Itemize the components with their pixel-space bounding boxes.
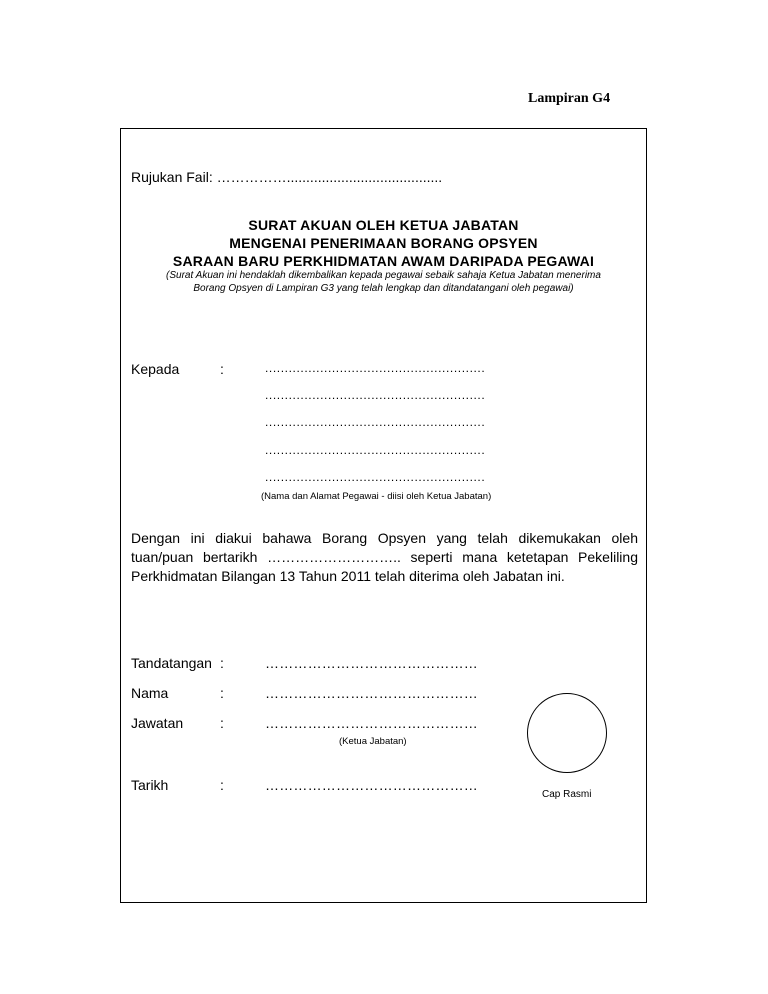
- address-line-3: ........................................................: [265, 415, 486, 429]
- form-note-line-1: (Surat Akuan ini hendaklah dikembalikan kepada pegawai sebaik sahaja Ketua Jabatan menerima: [166, 270, 601, 281]
- form-title-line-1: SURAT AKUAN OLEH KETUA JABATAN: [248, 217, 519, 233]
- lampiran-label: Lampiran G4: [528, 91, 611, 106]
- paragraph-line-2: tuan/puan bertarikh ……………………….. seperti mana ketetapan Pekeliling: [131, 549, 638, 565]
- kepada-colon: :: [220, 361, 224, 377]
- nama-colon: :: [220, 685, 224, 701]
- jawatan-line: ………………………………………: [265, 715, 478, 731]
- kepada-label: Kepada: [131, 361, 180, 377]
- form-note-line-2: Borang Opsyen di Lampiran G3 yang telah lengkap dan ditandatangani oleh pegawai): [193, 283, 574, 294]
- tarikh-colon: :: [220, 777, 224, 793]
- rujukan-fail-field: Rujukan Fail: ……………........................................: [131, 169, 443, 185]
- tandatangan-label: Tandatangan: [131, 655, 212, 671]
- declaration-form: [120, 128, 647, 903]
- official-stamp-circle: [527, 693, 607, 773]
- paragraph-line-3: Perkhidmatan Bilangan 13 Tahun 2011 telah diterima oleh Jabatan ini.: [131, 568, 565, 584]
- form-title-line-2: MENGENAI PENERIMAAN BORANG OPSYEN: [229, 235, 538, 251]
- paragraph-line-1: Dengan ini diakui bahawa Borang Opsyen yang telah dikemukakan oleh: [131, 530, 638, 546]
- address-line-5: ........................................................: [265, 470, 486, 484]
- address-line-1: ........................................................: [265, 361, 486, 375]
- cap-rasmi-caption: Cap Rasmi: [542, 789, 592, 800]
- tarikh-line: ………………………………………: [265, 777, 478, 793]
- ketua-jabatan-caption: (Ketua Jabatan): [339, 736, 407, 747]
- nama-line: ………………………………………: [265, 685, 478, 701]
- jawatan-label: Jawatan: [131, 715, 184, 731]
- tandatangan-colon: :: [220, 655, 224, 671]
- form-title-line-3: SARAAN BARU PERKHIDMATAN AWAM DARIPADA PEGAWAI: [172, 253, 595, 269]
- jawatan-colon: :: [220, 715, 224, 731]
- nama-label: Nama: [131, 685, 169, 701]
- address-line-2: ........................................................: [265, 388, 486, 402]
- declaration-paragraph: [131, 529, 638, 586]
- tandatangan-line: ………………………………………: [265, 655, 478, 671]
- tarikh-label: Tarikh: [131, 777, 169, 793]
- address-line-4: ........................................................: [265, 443, 486, 457]
- address-caption: (Nama dan Alamat Pegawai - diisi oleh Ketua Jabatan): [261, 491, 492, 502]
